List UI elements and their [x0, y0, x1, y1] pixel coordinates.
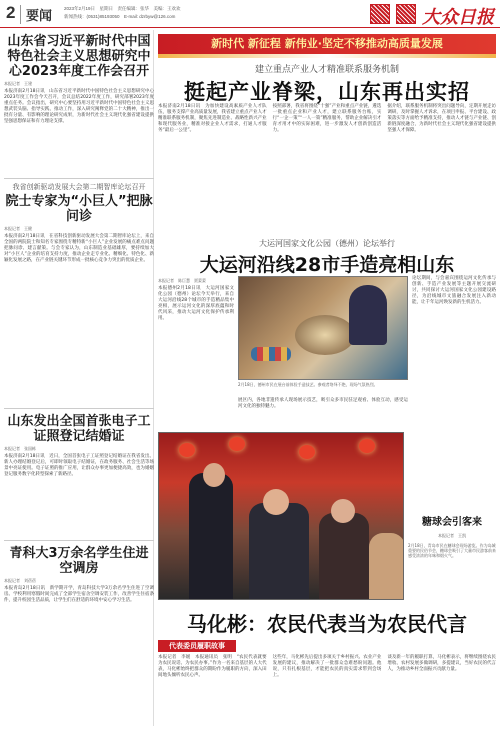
headline: 院士专家为“小巨人”把脉问诊 [5, 194, 153, 224]
photo-face [263, 489, 289, 515]
campaign-banner: 新时代 新征程 新伟业·坚定不移推动高质量发展 [158, 34, 496, 54]
photo-caption: 2月18日，青岛市民在糖球会现场游览。作为岛城重要的民俗节会，糖球会吸引了大量市民游客前来感受浓浓的年味和烟火气。 [408, 543, 496, 558]
candy-fair-sidebar [408, 432, 496, 600]
article2-kicker: 大运河国家文化公园（德州）论坛举行 [259, 239, 395, 248]
article3-column: 谈及新一年的履职打算，马化彬表示，将继续围绕农民增收、农村发展多做调研，多提建议，当好农民的代言人，为推动乡村全面振兴贡献力量。 [387, 655, 497, 672]
byline: 本报记者 陈巨慧 贾蒙蒙 [158, 278, 206, 283]
article3-body [158, 655, 496, 725]
body-text: 本报济南2月18日讯 山东省习近平新时代中国特色社会主义思想研究中心2023年度工作会今天召开，会议总结2022年度工作，研究部署2023年度重点任务。会议指出，研究中心要坚持用习近平新时代中国特色社会主义思想武装头脑、指导实践、推动工作，深入研究阐释党的二十大精神，推出一批有分量、有影响的理论研究成果，为新时代社会主义现代化强省建设提供坚强思想保证和有力理论支撑。 [4, 89, 154, 124]
story-little-giants [4, 182, 154, 264]
article1-body [158, 104, 496, 234]
article2-under-photo [238, 398, 408, 426]
story-e-marriage-certificate [4, 414, 154, 478]
section-name: 要闻 [20, 5, 52, 24]
article3-headline: 马化彬：农民代表当为农民代言 [187, 612, 467, 636]
qr-code-icon [396, 4, 416, 24]
byline: 本报记者 张国栋 [4, 446, 36, 451]
article1-column: 按照部署，我省将围绕“十强”产业和重点产业链，遴选一批重点企业和产业人才，建立联系服务台账，实行“一企一策”“一人一策”精准服务，帮助企业解决引才育才用才中的实际困难，进一步激发人才创新创造活力。 [272, 104, 382, 133]
article1-column: 本报济南2月18日讯 为加快建设高素质产业人才队伍，服务支撑产业高质量发展，我省建立重点产业人才精准联系服务机制，聚焦先进制造业、战略性新兴产业和现代服务业，精准对接企业人才需求，打通人才服务“最后一公里”。 [158, 104, 267, 133]
article2-headline: 大运河沿线28市手造亮相山东 [199, 254, 455, 276]
story-air-conditioned-dorms [4, 546, 154, 604]
photo-face [331, 499, 355, 523]
photo-person [249, 503, 309, 600]
photo-person [319, 513, 369, 600]
column-tag: 代表委员履职故事 [158, 640, 236, 652]
article2-right-column [412, 276, 496, 426]
article1-column: 据介绍，联系服务机制将突出问题导向，定期开展走访调研，及时掌握人才诉求，在项目申报、平台建设、政策落实等方面给予精准支持，推动人才链与产业链、创新链深度融合，为新时代社会主义现代化强省建设提供坚强人才保障。 [387, 104, 497, 133]
contact-line: 新闻热线：(0531)85193050 E-mail: dzrbyw@126.com [64, 14, 176, 19]
page-number: 2 [6, 3, 16, 22]
headline: 山东发出全国首张电子工证照登记结婚证 [7, 414, 151, 444]
body-text: 本报济南2月18日讯 在省科技创新驱动发展大会第二期智库论坛上，来自全国的两院院士和知名专家围绕专精特新“小巨人”企业发展的痛点难点问题把脉问诊、建言献策。与会专家认为，山东制造业基础雄厚，要持续加大对“小巨人”企业的培育支持力度，推动企业走专业化、精细化、特色化、新颖化发展之路，在产业链关键环节形成一批核心竞争力突出的优质企业。 [4, 234, 154, 263]
story-research-center [4, 34, 154, 125]
article2-left-column [158, 276, 234, 426]
headline: 青科大3万余名学生住进空调房 [9, 546, 149, 576]
body-text: 论坛期间，与会嘉宾围绕运河文化传承与创新、手造产业发展等主题开展交流研讨，共同探讨大运河国家文化公园建设路径，为沿线城市文旅融合发展注入新动能，让千年运河焕发新的生机活力。 [412, 276, 496, 305]
divider [4, 540, 154, 541]
lantern-icon [179, 443, 195, 457]
article1-headline: 挺起产业脊梁，山东再出实招 [184, 80, 470, 104]
candy-fair-photo [158, 432, 404, 600]
photo-person [369, 533, 404, 600]
article3-column: 这些年，马化彬先后提出多项关于乡村振兴、农业产业发展的建议，推动解决了一批群众急难愁盼问题。他说，只有扎根基层，才能把农民的真实需求带到会场上。 [272, 655, 382, 678]
kicker: 我省创新驱动发展大会第二期智库论坛召开 [12, 183, 146, 191]
photo-person [349, 285, 387, 345]
body-text: 本报青岛2月18日讯 新学期开学，青岛科技大学3万余名学生住进了空调房。学校利用寒假时间完成了全部学生宿舍空调安装工作，改善学生住宿条件，提升校园生活品质，让学生们在舒适的环境中安心学习生活。 [4, 586, 154, 603]
photo-bowls [251, 347, 291, 361]
body-text: 本报济南2月18日讯 近日，全国首张电子工证照登记结婚证在我省发出。新人办理结婚登记后，可即时领取电子结婚证，在政务服务、社会生活等场景中亮证使用。电子证照的推广应用，让群众办事更加便捷高效，也为婚姻登记服务数字化转型探索了新路径。 [4, 454, 154, 477]
left-column [4, 30, 154, 726]
issue-date-line: 2023年2月19日 星期日 责任编辑：张华 美编：王欢欢 [64, 6, 181, 11]
body-text: 展区内，各地非遗传承人现场展示技艺，吸引众多市民驻足观看、体验互动，感受运河文化的独特魅力。 [238, 398, 408, 409]
divider [4, 408, 154, 409]
byline: 本报记者 王建 [4, 81, 32, 86]
article1-kicker: 建立重点产业人才精准联系服务机制 [254, 65, 399, 75]
byline: 本报记者 王凯 [438, 533, 466, 538]
photo-story-headline: 糖球会引客来 [422, 517, 482, 528]
photo-caption: 2月18日，德州市民在展台前体验手造技艺。参观者络绎不绝，现场气氛热烈。 [238, 382, 378, 387]
masthead [0, 0, 500, 28]
banner-decoration [158, 54, 496, 58]
photo-plate [295, 315, 355, 355]
headline: 山东省习近平新时代中国特色社会主义思想研究中心2023年度工作会召开 [7, 34, 151, 79]
lantern-icon [359, 439, 375, 453]
article3-column: 本报记者 李媛 本报通讯员 张明 “农民代表就要为农民说话、为农民办事。”作为一名来自基层的人大代表，马化彬始终把群众的期盼作为履职的方向，深入田间地头倾听农民心声。 [158, 655, 267, 678]
body-text: 本报德州2月18日讯 大运河国家文化公园（德州）论坛今天举行，来自大运河沿线28个城市的手造精品集中亮相，展示运河文化的深厚底蕴和时代风采，推动大运河文化保护传承利用。 [158, 286, 234, 321]
photo-face [203, 463, 225, 487]
lantern-icon [229, 437, 245, 451]
lantern-icon [299, 445, 315, 459]
byline: 本报记者 刘蓓蓓 [4, 578, 36, 583]
byline: 本报记者 王健 [4, 226, 32, 231]
qr-code-icon [370, 4, 390, 24]
photo-person [189, 473, 233, 600]
divider [4, 178, 154, 179]
handicraft-photo [238, 276, 408, 380]
newspaper-logo: 大众日报 [422, 7, 494, 28]
